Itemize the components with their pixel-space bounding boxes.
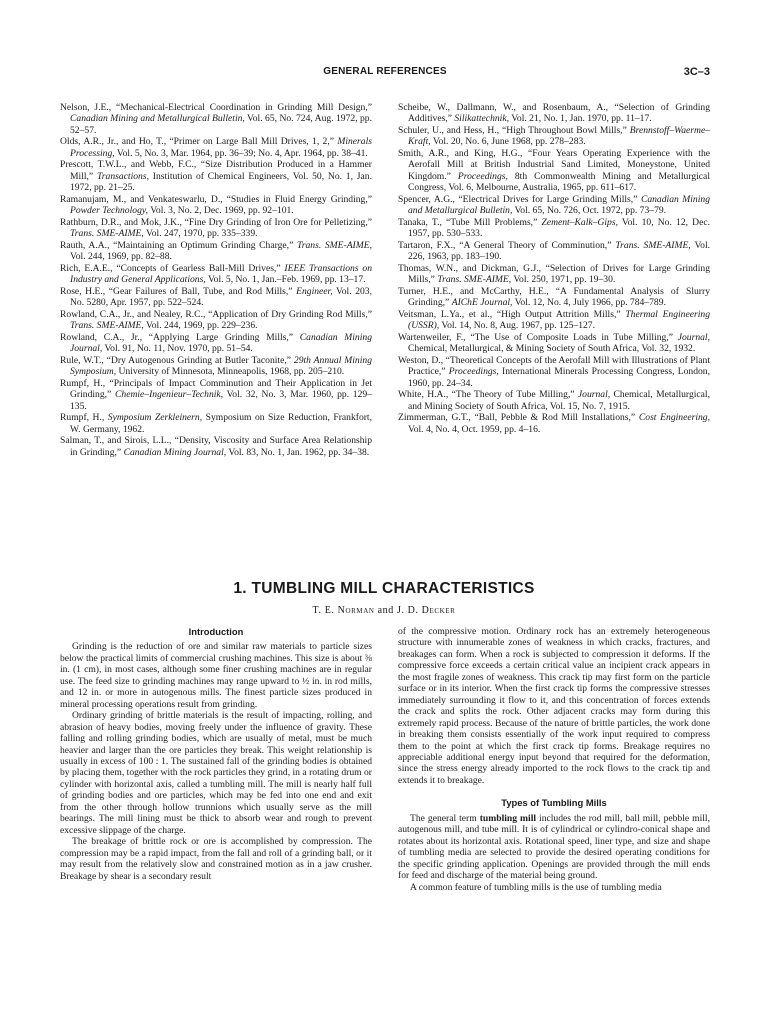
section-heading-introduction: Introduction	[188, 626, 244, 637]
reference-details: University of Minnesota, Minneapolis, 1968, pp. 205–210.	[116, 366, 345, 378]
page-header	[60, 66, 710, 82]
author-norman: T. E. Norman	[312, 605, 375, 616]
reference-text: Zimmerman, G.T., “Ball, Pebble & Rod Mill Installations,”	[398, 412, 639, 424]
reference-source: IEEE Transactions on Industry and General Applications,	[70, 262, 372, 286]
reference-source: AIChE Journal,	[451, 297, 513, 309]
reference-text: Rose, H.E., “Gear Failures of Ball, Tube, and Rod Mills,”	[60, 285, 297, 297]
reference-source: Symposium Zerkleinern,	[107, 412, 203, 424]
reference-text: Rumpf, H., “Principals of Impact Comminution and Their Application in Jet Grinding,”	[60, 377, 372, 401]
section-heading-types: Types of Tumbling Mills	[501, 797, 607, 809]
reference-text: Tanaka, T., “Tube Mill Problems,”	[398, 216, 542, 228]
reference-text: Smith, A.R., and King, H.G., “Four Years Operating Experience with the Aerofall Mill at British Industrial Sand Limited, Moneystone, United Kingdom.”	[398, 148, 710, 182]
reference-entry	[398, 217, 710, 240]
reference-entry	[398, 412, 710, 435]
reference-source: Engineer,	[296, 285, 333, 297]
reference-entry	[398, 355, 710, 389]
reference-source: Journal,	[677, 331, 710, 343]
reference-entry	[60, 159, 372, 193]
reference-details: Vol. 247, 1970, pp. 335–339.	[143, 228, 258, 240]
reference-text: Salman, T., and Sirois, L.L., “Density, Viscosity and Surface Area Relationship in Grinding,”	[60, 435, 372, 458]
reference-text: White, H.A., “The Theory of Tube Milling,”	[398, 389, 578, 401]
reference-entry	[398, 286, 710, 309]
reference-text: Scheibe, W., Dallmann, W., and Rosenbaum, A., “Selection of Grinding Additives,”	[398, 102, 710, 125]
types-p1-pre: The general term	[410, 812, 480, 824]
reference-entry	[60, 412, 372, 435]
body-left-column	[60, 624, 372, 882]
reference-source: Trans. SME-AIME,	[70, 228, 144, 240]
intro-paragraph-4: of the compressive motion. Ordinary rock has an extremely heterogeneous structure with innumerable zones of weakness in which cracks, fractures, and breakages can form. When a rock is subjected to compression it deforms. If the compressive force exceeds a certain critical value an incipient crack appears in the most fragile zones of weakness. This crack tip may first form on the particle surface or in its interior. When the first crack tip forms the compressive stresses immediately surrounding it flow to it, and this concentration of forces extends the crack and splits the rock. Other adjacent cracks may form during this extremely rapid process. Because of the nature of brittle particles, the work done in breaking them consists essentially of the work input required to compress them to the point at which the first crack tip forms. Breakage requires no appreciable additional energy input beyond that required for the deformation, since the stress energy already imported to the rock flows to the crack tip and extends it to breakage.	[398, 626, 710, 786]
reference-details: Vol. 65, No. 724, Aug. 1972, pp. 52–57.	[70, 113, 373, 136]
reference-details: International Minerals Processing Congress, London, 1960, pp. 24–34.	[408, 366, 711, 389]
reference-text: Schuler, U., and Hess, H., “High Throughout Bowl Mills,”	[398, 125, 630, 136]
reference-text: Turner, H.E., and McCarthy, H.E., “A Fundamental Analysis of Slurry Grinding,”	[398, 285, 710, 309]
reference-source: Minerals Processing,	[70, 136, 372, 159]
reference-text: Weston, D., “Theoretical Concepts of the Aerofall Mill with Illustrations of Plant Practice,”	[398, 354, 710, 378]
reference-text: Rich, E.A.E., “Concepts of Gearless Ball-Mill Drives,”	[60, 262, 285, 274]
reference-text: Thomas, W.N., and Dickman, G.J., “Selection of Drives for Large Grinding Mills,”	[398, 262, 710, 286]
types-paragraph-2: A common feature of tumbling mills is the use of tumbling media	[410, 881, 662, 893]
reference-text: Rauth, A.A., “Maintaining an Optimum Grinding Charge,”	[60, 239, 297, 251]
reference-source: Canadian Mining and Metallurgical Bulletin,	[408, 193, 710, 217]
reference-details: Vol. 32, No. 3, Mar. 1960, pp. 129–135.	[70, 389, 372, 412]
reference-text: Rowland, C.A., Jr., “Applying Large Grinding Mills,”	[60, 331, 300, 343]
reference-details: Vol. 65, No. 726, Oct. 1972, pp. 73–79.	[512, 205, 667, 217]
reference-entry	[60, 332, 372, 355]
reference-details: Vol. 5, No. 3, Mar. 1964, pp. 36–39; No. 4, Apr. 1964, pp. 38–41.	[114, 147, 368, 159]
reference-text: Rumpf, H.,	[60, 412, 108, 424]
reference-details: Vol. 250, 1971, pp. 19–30.	[511, 274, 616, 286]
reference-details: Vol. 244, 1969, pp. 82–88.	[70, 251, 172, 263]
reference-text: Prescott, T.W.L., and Webb, F.C., “Size Distribution Produced in a Hammer Mill,”	[60, 159, 372, 182]
reference-entry	[60, 240, 372, 263]
reference-details: Chemical, Metallurgical, & Mining Society of South Africa, Vol. 32, 1932.	[408, 343, 696, 355]
reference-source: Trans. SME-AIME,	[437, 274, 512, 286]
reference-entry	[60, 435, 372, 458]
reference-text: Ramanujam, M., and Venkateswarlu, D., “Studies in Fluid Energy Grinding,”	[60, 193, 372, 205]
reference-details: Vol. 226, 1963, pp. 183–190.	[408, 239, 711, 263]
reference-source: Powder Technology,	[70, 205, 148, 217]
reference-details: Vol. 14, No. 8, Aug. 1967, pp. 125–127.	[439, 320, 595, 332]
reference-text: Rathburn, D.R., and Mok, J.K., “Fine Dry Grinding of Iron Ore for Pelletizing,”	[60, 216, 372, 228]
types-paragraph-1	[398, 813, 710, 882]
reference-source: Brennstoff–Waerme–Kraft,	[408, 125, 710, 148]
term-tumbling-mill: tumbling mill	[479, 812, 537, 824]
reference-details: Symposium on Size Reduction, Frankfort, W. Germany, 1962.	[70, 412, 372, 435]
references-left-column	[60, 102, 372, 458]
reference-entry	[398, 125, 710, 148]
reference-details: Vol. 21, No. 1, Jan. 1970, pp. 11–17.	[509, 113, 652, 125]
reference-details: Vol. 5, No. 1, Jan.–Feb. 1969, pp. 13–17.	[205, 274, 366, 286]
reference-entry	[398, 389, 710, 412]
author-decker: J. D. Decker	[396, 605, 456, 616]
reference-source: Canadian Mining Journal,	[123, 446, 227, 458]
reference-entry	[60, 194, 372, 217]
reference-text: Spencer, A.G., “Electrical Drives for Large Grinding Mills,”	[398, 193, 641, 205]
author-conjunction: and	[374, 605, 397, 616]
reference-entry	[60, 309, 372, 332]
references-right-column	[398, 102, 710, 435]
intro-paragraph-2: Ordinary grinding of brittle materials is the result of impacting, rolling, and abrasion of heavy bodies, moving freely under the influence of gravity. These falling and rolling grinding bodies, which are usually of metal, must be much heavier and larger than the ore particles they break. This weight relationship is usually in excess of 100 : 1. The sustained fall of the grinding bodies is obtained by placing them, together with the rock particles they grind, in a rotating drum or cylinder with horizontal axis, called a tumbling mill. The mill is nearly half full of grinding bodies and ore particles, which may be fed into one end and exit from the other through hollow trunnions which usually serve as the mill bearings. The mill lining must be thick to absorb wear and rough to prevent excessive slippage of the charge.	[60, 710, 372, 836]
reference-source: Proceedings,	[448, 366, 499, 378]
reference-details: Vol. 10, No. 12, Dec. 1957, pp. 530–533.	[408, 216, 710, 240]
reference-entry	[60, 355, 372, 378]
reference-details: Vol. 203, No. 5280, Apr. 1957, pp. 522–524.	[70, 285, 372, 309]
reference-details: Vol. 91, No. 11, Nov. 1970, pp. 51–54.	[102, 343, 253, 355]
reference-entry	[60, 136, 372, 159]
reference-entry	[398, 240, 710, 263]
reference-entry	[60, 217, 372, 240]
reference-entry	[398, 263, 710, 286]
types-p1-post: includes the rod mill, ball mill, pebble mill, autogenous mill, and tube mill. It is of cylindrical or cylindro-conical shape and rotates about its horizontal axis. Rotational speed, liner type, and size and shape of tumbling media are selected to provide the desired operating conditions for the specific grinding application. Openings are provided through the mill ends for feed and discharge of the material being ground.	[398, 812, 710, 882]
reference-source: Cost Engineering,	[638, 412, 710, 424]
reference-source: Trans. SME-AIME,	[296, 239, 372, 251]
reference-source: Canadian Mining and Metallurgical Bulletin,	[70, 113, 245, 125]
reference-details: Institution of Chemical Engineers, Vol. 50, No. 1, Jan. 1972, pp. 21–25.	[70, 170, 372, 194]
reference-source: Chemie–Ingenieur–Technik,	[115, 389, 224, 401]
reference-details: Vol. 3, No. 2, Dec. 1969, pp. 92–101.	[148, 205, 294, 217]
reference-source: Canadian Mining Journal,	[70, 331, 372, 355]
reference-details: Vol. 244, 1969, pp. 229–236.	[143, 320, 258, 332]
reference-text: Veitsman, L.Ya., et al., “High Output Attrition Mills,”	[398, 308, 626, 320]
reference-source: Journal,	[577, 389, 611, 401]
reference-text: Tartaron, F.X., “A General Theory of Comminution,”	[398, 239, 616, 251]
reference-details: Vol. 20, No. 6, June 1968, pp. 278–283.	[430, 136, 586, 148]
reference-details: 8th Commonwealth Mining and Metallurgical Congress, Vol. 6, Melbourne, Australia, 1965, pp. 611–617.	[408, 170, 710, 194]
reference-entry	[398, 309, 710, 332]
reference-details: Vol. 83, No. 1, Jan. 1962, pp. 34–38.	[226, 446, 370, 458]
reference-source: Proceedings,	[457, 170, 508, 182]
reference-entry	[60, 378, 372, 412]
reference-details: Vol. 4, No. 4, Oct. 1959, pp. 4–16.	[408, 423, 541, 435]
reference-source: Trans. SME-AIME,	[70, 320, 144, 332]
reference-entry	[398, 194, 710, 217]
reference-text: Wartenweiler, F., “The Use of Composite Loads in Tube Milling,”	[398, 331, 678, 343]
reference-entry	[60, 102, 372, 136]
intro-paragraph-1: Grinding is the reduction of ore and similar raw materials to particle sizes below the practical limits of commercial crushing machines. This size is about ⅜ in. (1 cm), in most cases, although some finer crushing machines are in regular use. The feed size to grinding machines may range upward to ½ in. in rod mills, and 12 in. or more in autogenous mills. The finest particle sizes produced in mineral processing operations result from grinding.	[60, 641, 372, 710]
reference-entry	[60, 263, 372, 286]
reference-entry	[398, 332, 710, 355]
page-number: 3C–3	[683, 66, 710, 78]
chapter-authors	[0, 605, 768, 616]
reference-source: Transactions,	[96, 170, 149, 182]
reference-text: Rule, W.T., “Dry Autogenous Grinding at Butler Taconite,”	[60, 354, 294, 366]
reference-details: Chemical, Metallurgical, and Mining Society of South Africa, Vol. 15, No. 7, 1915.	[408, 389, 710, 412]
running-title: GENERAL REFERENCES	[323, 66, 447, 77]
reference-text: Rowland, C.A., Jr., and Nealey, R.C., “Application of Dry Grinding Rod Mills,”	[60, 308, 372, 320]
reference-source: 29th Annual Mining Symposium,	[70, 354, 372, 378]
reference-source: Thermal Engineering (USSR),	[408, 308, 710, 332]
reference-entry	[398, 148, 710, 194]
chapter-title: 1. TUMBLING MILL CHARACTERISTICS	[233, 580, 535, 597]
body-right-column	[398, 626, 710, 893]
reference-text: Olds, A.R., Jr., and Ho, T., “Primer on Large Ball Mill Drives, 1, 2,”	[60, 136, 338, 148]
reference-text: Nelson, J.E., “Mechanical-Electrical Coordination in Grinding Mill Design,”	[60, 102, 372, 113]
reference-source: Trans. SME-AIME,	[615, 239, 691, 251]
intro-paragraph-3: The breakage of brittle rock or ore is accomplished by compression. The compression may be a rapid impact, from the fall and roll of a grinding ball, or it may result from the relatively slow and constrained motion as in a jaw crusher. Breakage by shear is a secondary result	[60, 836, 372, 882]
reference-details: Vol. 12, No. 4, July 1966, pp. 784–789.	[512, 297, 666, 309]
reference-entry	[60, 286, 372, 309]
reference-source: Silikattechnik,	[454, 113, 509, 125]
reference-entry	[398, 102, 710, 125]
reference-source: Zement–Kalk–Gips,	[541, 216, 618, 228]
